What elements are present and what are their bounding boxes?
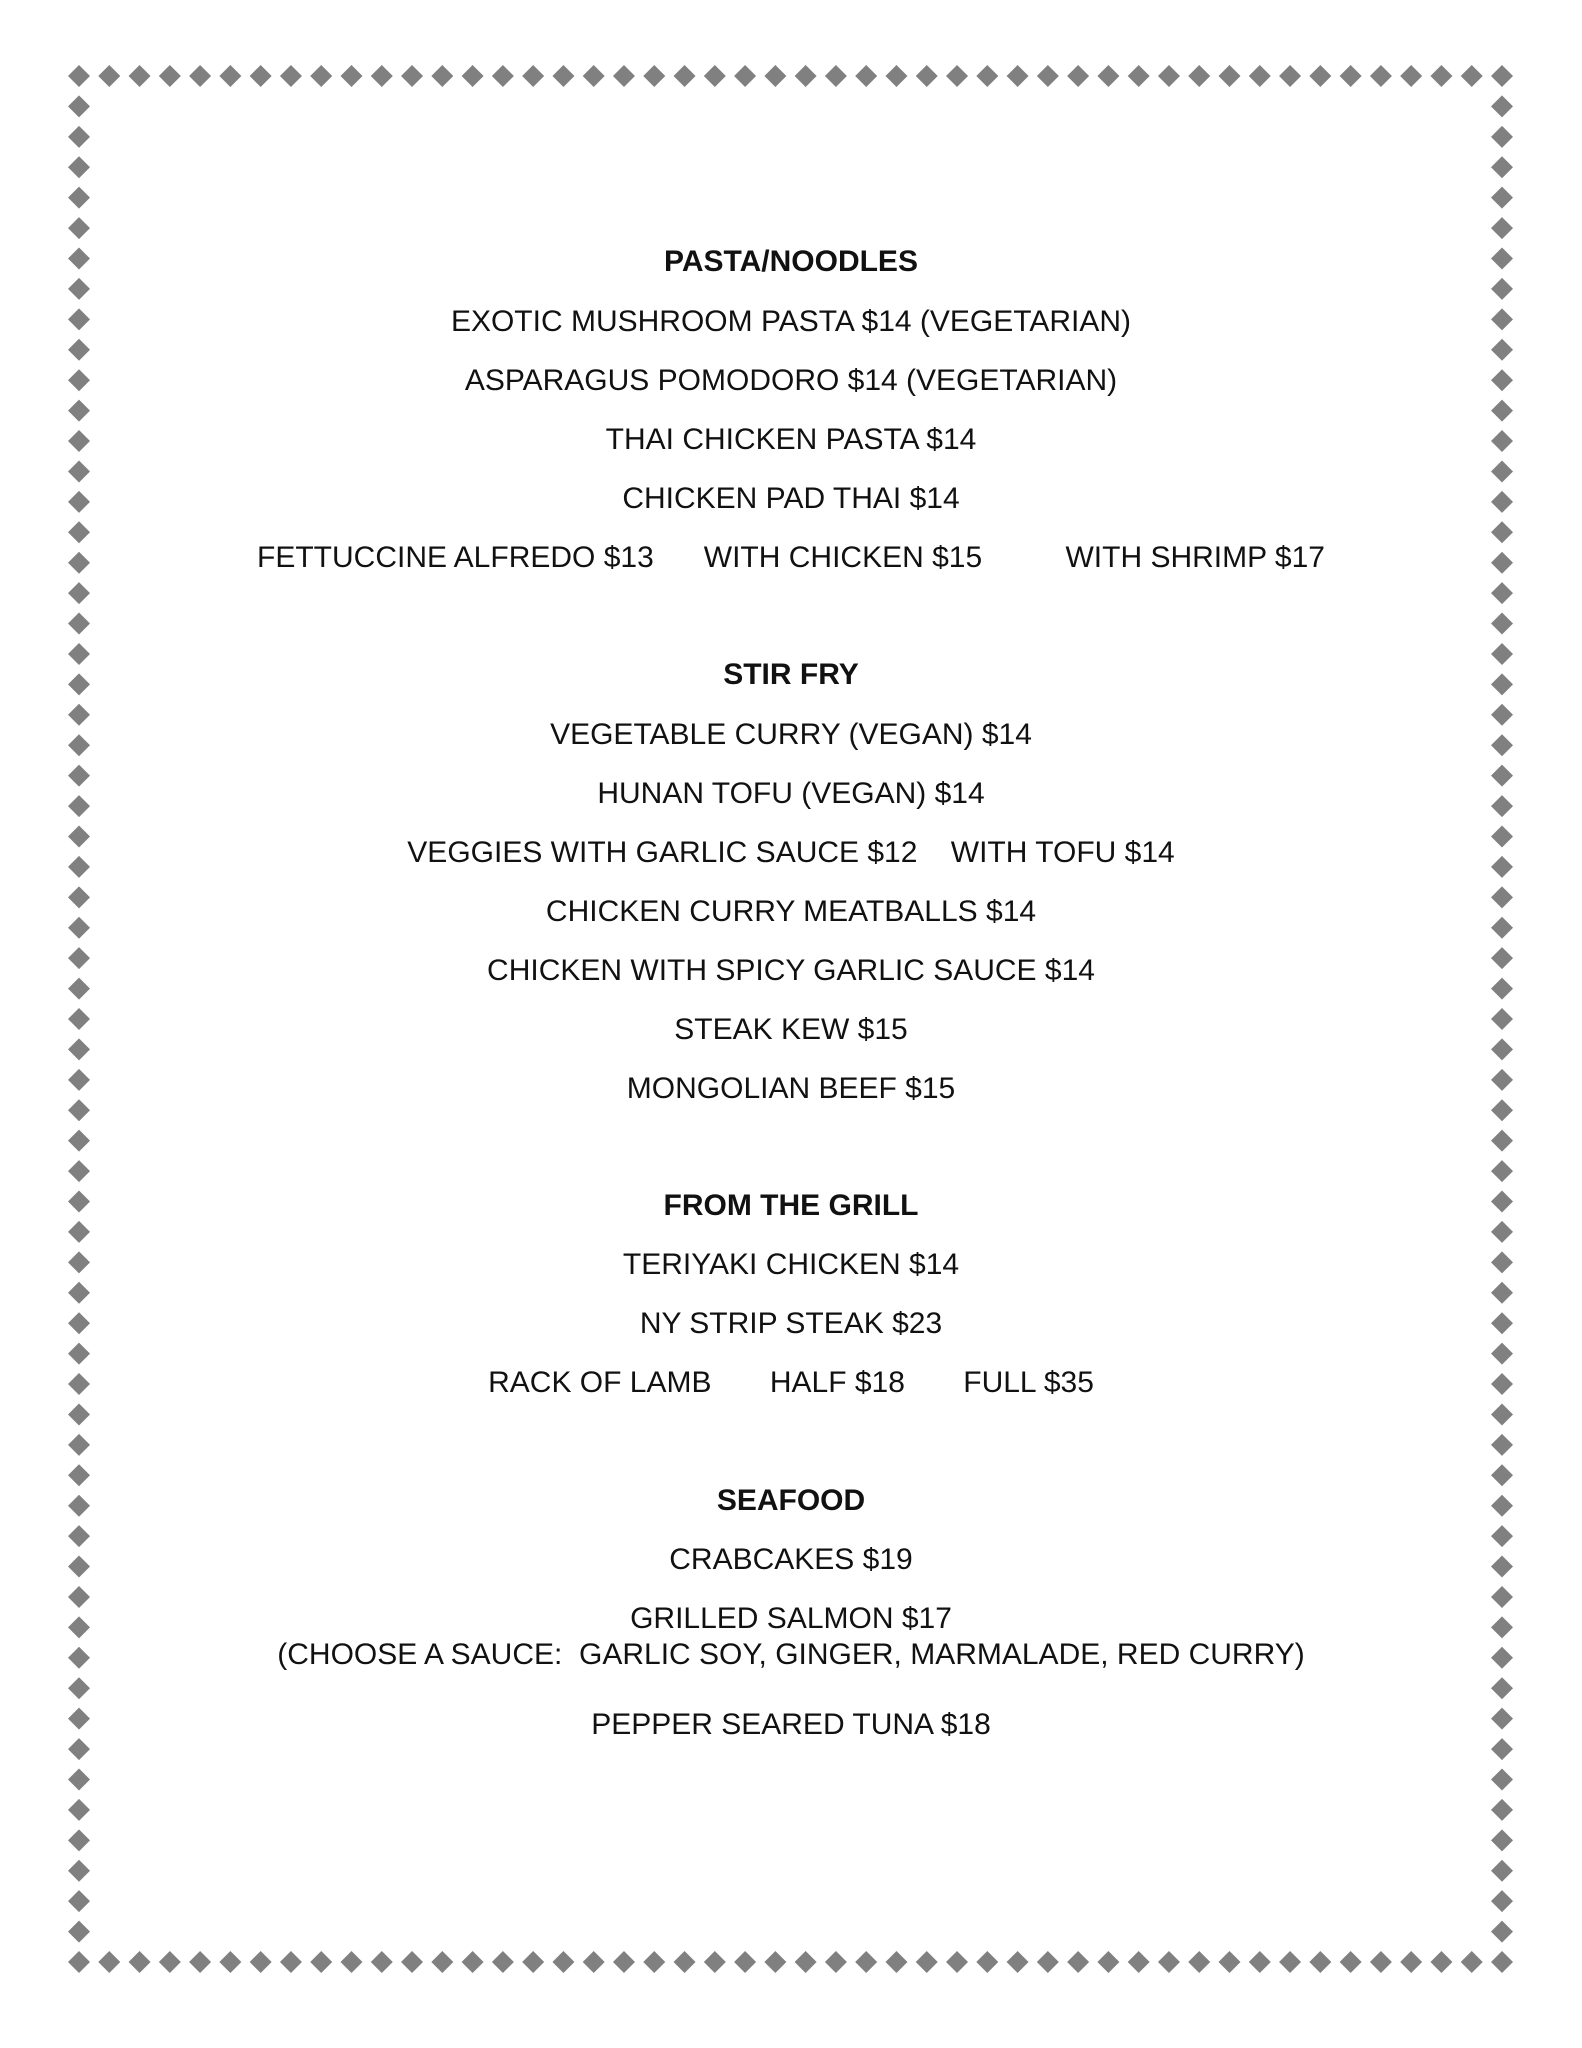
diamond-icon <box>1491 765 1513 787</box>
diamond-icon <box>1037 65 1059 87</box>
menu-item-mongolian-beef: MONGOLIAN BEEF $15 <box>626 1072 956 1105</box>
diamond-icon <box>68 552 90 574</box>
diamond-icon <box>1491 1921 1513 1943</box>
diamond-icon <box>68 1434 90 1456</box>
menu-item-hunan-tofu: HUNAN TOFU (VEGAN) $14 <box>597 777 985 810</box>
menu-item-vegetable-curry: VEGETABLE CURRY (VEGAN) $14 <box>550 718 1032 751</box>
diamond-icon <box>1491 1282 1513 1304</box>
diamond-icon <box>68 765 90 787</box>
diamond-icon <box>250 65 272 87</box>
diamond-icon <box>552 65 574 87</box>
diamond-icon <box>68 1890 90 1912</box>
diamond-icon <box>1491 582 1513 604</box>
diamond-icon <box>462 1951 484 1973</box>
diamond-icon <box>1491 1160 1513 1182</box>
diamond-icon <box>68 643 90 665</box>
diamond-icon <box>1491 947 1513 969</box>
diamond-icon <box>98 65 120 87</box>
diamond-icon <box>1491 917 1513 939</box>
diamond-icon <box>68 339 90 361</box>
diamond-icon <box>219 65 241 87</box>
diamond-icon <box>68 217 90 239</box>
diamond-icon <box>855 65 877 87</box>
diamond-icon <box>492 1951 514 1973</box>
diamond-icon <box>68 430 90 452</box>
diamond-icon <box>68 1586 90 1608</box>
diamond-icon <box>1461 1951 1483 1973</box>
diamond-icon <box>1188 65 1210 87</box>
diamond-icon <box>1067 65 1089 87</box>
diamond-icon <box>98 1951 120 1973</box>
diamond-icon <box>68 825 90 847</box>
diamond-icon <box>613 65 635 87</box>
diamond-icon <box>68 1860 90 1882</box>
diamond-icon <box>1491 613 1513 635</box>
diamond-icon <box>1491 1403 1513 1425</box>
diamond-icon <box>1491 1708 1513 1730</box>
diamond-icon <box>68 856 90 878</box>
diamond-icon <box>1491 1951 1513 1973</box>
diamond-icon <box>1491 1616 1513 1638</box>
diamond-icon <box>1491 734 1513 756</box>
diamond-icon <box>1491 673 1513 695</box>
diamond-icon <box>552 1951 574 1973</box>
diamond-icon <box>795 65 817 87</box>
diamond-icon <box>1340 65 1362 87</box>
diamond-icon <box>1491 1099 1513 1121</box>
menu-item-rack-of-lamb: RACK OF LAMB HALF $18 FULL $35 <box>488 1366 1094 1399</box>
diamond-icon <box>1491 856 1513 878</box>
diamond-icon <box>68 1647 90 1669</box>
diamond-icon <box>1491 217 1513 239</box>
diamond-icon <box>1491 491 1513 513</box>
menu-item-crabcakes: CRABCAKES $19 <box>669 1543 913 1576</box>
menu-item-chicken-spicy-garlic: CHICKEN WITH SPICY GARLIC SAUCE $14 <box>487 954 1095 987</box>
diamond-icon <box>68 1373 90 1395</box>
diamond-icon <box>68 156 90 178</box>
diamond-icon <box>1491 1890 1513 1912</box>
menu-item-teriyaki-chicken: TERIYAKI CHICKEN $14 <box>622 1248 960 1281</box>
diamond-icon <box>795 1951 817 1973</box>
diamond-icon <box>1340 1951 1362 1973</box>
diamond-icon <box>522 1951 544 1973</box>
diamond-icon <box>1491 126 1513 148</box>
diamond-icon <box>1158 65 1180 87</box>
diamond-icon <box>68 1403 90 1425</box>
diamond-icon <box>68 1038 90 1060</box>
diamond-icon <box>916 1951 938 1973</box>
diamond-icon <box>1491 430 1513 452</box>
diamond-icon <box>280 1951 302 1973</box>
diamond-icon <box>1037 1951 1059 1973</box>
diamond-icon <box>1491 187 1513 209</box>
menu-item-grilled-salmon: GRILLED SALMON $17 <box>630 1602 952 1635</box>
diamond-icon <box>674 1951 696 1973</box>
diamond-icon <box>1430 1951 1452 1973</box>
diamond-icon <box>68 1191 90 1213</box>
diamond-icon <box>68 248 90 270</box>
diamond-icon <box>976 1951 998 1973</box>
diamond-icon <box>1491 1221 1513 1243</box>
diamond-icon <box>1491 339 1513 361</box>
diamond-icon <box>68 1799 90 1821</box>
diamond-icon <box>68 704 90 726</box>
diamond-icon <box>68 734 90 756</box>
diamond-icon <box>1219 65 1241 87</box>
diamond-icon <box>68 126 90 148</box>
diamond-icon <box>1491 1525 1513 1547</box>
diamond-icon <box>371 1951 393 1973</box>
diamond-icon <box>1128 1951 1150 1973</box>
diamond-icon <box>1491 1738 1513 1760</box>
diamond-icon <box>310 65 332 87</box>
diamond-icon <box>1491 643 1513 665</box>
diamond-icon <box>68 1069 90 1091</box>
diamond-icon <box>68 1738 90 1760</box>
diamond-icon <box>1309 1951 1331 1973</box>
diamond-icon <box>734 65 756 87</box>
diamond-icon <box>68 795 90 817</box>
diamond-icon <box>825 1951 847 1973</box>
diamond-icon <box>1491 1860 1513 1882</box>
diamond-icon <box>1491 308 1513 330</box>
diamond-icon <box>1491 1647 1513 1669</box>
diamond-icon <box>1491 1556 1513 1578</box>
diamond-icon <box>68 1951 90 1973</box>
diamond-icon <box>1491 65 1513 87</box>
diamond-icon <box>219 1951 241 1973</box>
diamond-icon <box>68 1616 90 1638</box>
diamond-icon <box>1491 1829 1513 1851</box>
diamond-icon <box>68 978 90 1000</box>
diamond-icon <box>764 1951 786 1973</box>
diamond-icon <box>68 95 90 117</box>
diamond-icon <box>764 65 786 87</box>
diamond-icon <box>1279 65 1301 87</box>
diamond-icon <box>1491 1586 1513 1608</box>
section-heading-seafood: SEAFOOD <box>716 1484 866 1517</box>
diamond-icon <box>68 1130 90 1152</box>
diamond-icon <box>1188 1951 1210 1973</box>
diamond-icon <box>68 1008 90 1030</box>
diamond-icon <box>68 308 90 330</box>
diamond-icon <box>1491 1069 1513 1091</box>
diamond-icon <box>401 65 423 87</box>
diamond-icon <box>1219 1951 1241 1973</box>
diamond-icon <box>674 65 696 87</box>
diamond-icon <box>68 1221 90 1243</box>
diamond-icon <box>68 947 90 969</box>
diamond-icon <box>885 1951 907 1973</box>
diamond-icon <box>1158 1951 1180 1973</box>
menu-item-exotic-mushroom-pasta: EXOTIC MUSHROOM PASTA $14 (VEGETARIAN) <box>450 305 1132 338</box>
diamond-icon <box>1491 1768 1513 1790</box>
diamond-icon <box>1309 65 1331 87</box>
menu-item-steak-kew: STEAK KEW $15 <box>674 1013 908 1046</box>
diamond-icon <box>1491 1343 1513 1365</box>
diamond-icon <box>1491 552 1513 574</box>
menu-item-salmon-sauce-note: (CHOOSE A SAUCE: GARLIC SOY, GINGER, MARMALADE, RED CURRY) <box>277 1638 1305 1671</box>
menu-item-thai-chicken-pasta: THAI CHICKEN PASTA $14 <box>605 423 977 456</box>
diamond-icon <box>68 460 90 482</box>
diamond-icon <box>68 1099 90 1121</box>
diamond-icon <box>1461 65 1483 87</box>
diamond-icon <box>1279 1951 1301 1973</box>
diamond-icon <box>189 1951 211 1973</box>
diamond-icon <box>1491 248 1513 270</box>
diamond-icon <box>68 1251 90 1273</box>
diamond-icon <box>68 1677 90 1699</box>
diamond-icon <box>1491 795 1513 817</box>
diamond-icon <box>1491 521 1513 543</box>
diamond-icon <box>1430 65 1452 87</box>
diamond-icon <box>1128 65 1150 87</box>
section-heading-pasta-noodles: PASTA/NOODLES <box>664 245 918 278</box>
diamond-icon <box>68 1464 90 1486</box>
diamond-icon <box>1491 369 1513 391</box>
diamond-icon <box>431 1951 453 1973</box>
diamond-icon <box>68 1343 90 1365</box>
diamond-icon <box>1491 1799 1513 1821</box>
diamond-icon <box>583 65 605 87</box>
diamond-icon <box>1491 1130 1513 1152</box>
diamond-icon <box>68 521 90 543</box>
diamond-icon <box>704 65 726 87</box>
diamond-icon <box>1007 65 1029 87</box>
diamond-icon <box>1370 65 1392 87</box>
diamond-icon <box>1491 1677 1513 1699</box>
menu-item-asparagus-pomodoro: ASPARAGUS POMODORO $14 (VEGETARIAN) <box>464 364 1118 397</box>
section-heading-from-the-grill: FROM THE GRILL <box>663 1189 919 1222</box>
diamond-icon <box>1249 65 1271 87</box>
diamond-icon <box>68 1708 90 1730</box>
diamond-icon <box>462 65 484 87</box>
diamond-icon <box>68 187 90 209</box>
section-heading-stir-fry: STIR FRY <box>723 658 859 691</box>
diamond-icon <box>1400 65 1422 87</box>
diamond-icon <box>68 369 90 391</box>
diamond-icon <box>280 65 302 87</box>
diamond-icon <box>68 491 90 513</box>
diamond-icon <box>1491 1312 1513 1334</box>
diamond-icon <box>68 1768 90 1790</box>
diamond-icon <box>643 65 665 87</box>
diamond-icon <box>68 1921 90 1943</box>
diamond-icon <box>1491 400 1513 422</box>
diamond-icon <box>1491 156 1513 178</box>
diamond-icon <box>1491 1495 1513 1517</box>
diamond-icon <box>1491 1008 1513 1030</box>
diamond-icon <box>1249 1951 1271 1973</box>
diamond-icon <box>1491 1191 1513 1213</box>
diamond-icon <box>1491 278 1513 300</box>
diamond-icon <box>431 65 453 87</box>
menu-item-pepper-seared-tuna: PEPPER SEARED TUNA $18 <box>591 1708 991 1741</box>
diamond-icon <box>1491 1038 1513 1060</box>
diamond-icon <box>492 65 514 87</box>
diamond-icon <box>371 65 393 87</box>
diamond-icon <box>68 1282 90 1304</box>
diamond-icon <box>68 1160 90 1182</box>
diamond-icon <box>643 1951 665 1973</box>
diamond-icon <box>1491 1373 1513 1395</box>
diamond-icon <box>68 1525 90 1547</box>
diamond-icon <box>1491 95 1513 117</box>
diamond-icon <box>1491 1251 1513 1273</box>
diamond-icon <box>68 673 90 695</box>
diamond-icon <box>1400 1951 1422 1973</box>
diamond-icon <box>68 886 90 908</box>
diamond-icon <box>1370 1951 1392 1973</box>
diamond-icon <box>825 65 847 87</box>
diamond-icon <box>583 1951 605 1973</box>
diamond-icon <box>189 65 211 87</box>
diamond-icon <box>68 582 90 604</box>
diamond-icon <box>68 917 90 939</box>
diamond-icon <box>916 65 938 87</box>
diamond-icon <box>129 65 151 87</box>
diamond-icon <box>68 1495 90 1517</box>
diamond-icon <box>1097 1951 1119 1973</box>
diamond-icon <box>1491 704 1513 726</box>
diamond-icon <box>1491 1434 1513 1456</box>
diamond-icon <box>1491 978 1513 1000</box>
diamond-icon <box>704 1951 726 1973</box>
diamond-icon <box>250 1951 272 1973</box>
diamond-icon <box>159 65 181 87</box>
diamond-icon <box>885 65 907 87</box>
diamond-icon <box>522 65 544 87</box>
menu-item-veggies-garlic-sauce: VEGGIES WITH GARLIC SAUCE $12 WITH TOFU $14 <box>407 836 1175 869</box>
diamond-icon <box>310 1951 332 1973</box>
diamond-icon <box>159 1951 181 1973</box>
diamond-icon <box>68 1556 90 1578</box>
diamond-icon <box>1067 1951 1089 1973</box>
diamond-icon <box>401 1951 423 1973</box>
diamond-icon <box>68 613 90 635</box>
diamond-icon <box>68 65 90 87</box>
menu-item-chicken-curry-meatballs: CHICKEN CURRY MEATBALLS $14 <box>545 895 1037 928</box>
diamond-icon <box>1491 825 1513 847</box>
diamond-icon <box>946 65 968 87</box>
diamond-icon <box>68 278 90 300</box>
diamond-icon <box>613 1951 635 1973</box>
diamond-icon <box>1491 1464 1513 1486</box>
diamond-icon <box>340 1951 362 1973</box>
menu-item-chicken-pad-thai: CHICKEN PAD THAI $14 <box>622 482 960 515</box>
diamond-icon <box>68 400 90 422</box>
diamond-icon <box>1491 886 1513 908</box>
diamond-icon <box>734 1951 756 1973</box>
diamond-icon <box>976 65 998 87</box>
diamond-icon <box>129 1951 151 1973</box>
diamond-icon <box>68 1829 90 1851</box>
diamond-icon <box>1491 460 1513 482</box>
menu-item-fettuccine-alfredo: FETTUCCINE ALFREDO $13 WITH CHICKEN $15 WITH SHRIMP $17 <box>257 541 1325 574</box>
diamond-icon <box>68 1312 90 1334</box>
menu-item-ny-strip-steak: NY STRIP STEAK $23 <box>639 1307 943 1340</box>
diamond-icon <box>1097 65 1119 87</box>
diamond-icon <box>855 1951 877 1973</box>
diamond-icon <box>1007 1951 1029 1973</box>
diamond-icon <box>340 65 362 87</box>
diamond-icon <box>946 1951 968 1973</box>
